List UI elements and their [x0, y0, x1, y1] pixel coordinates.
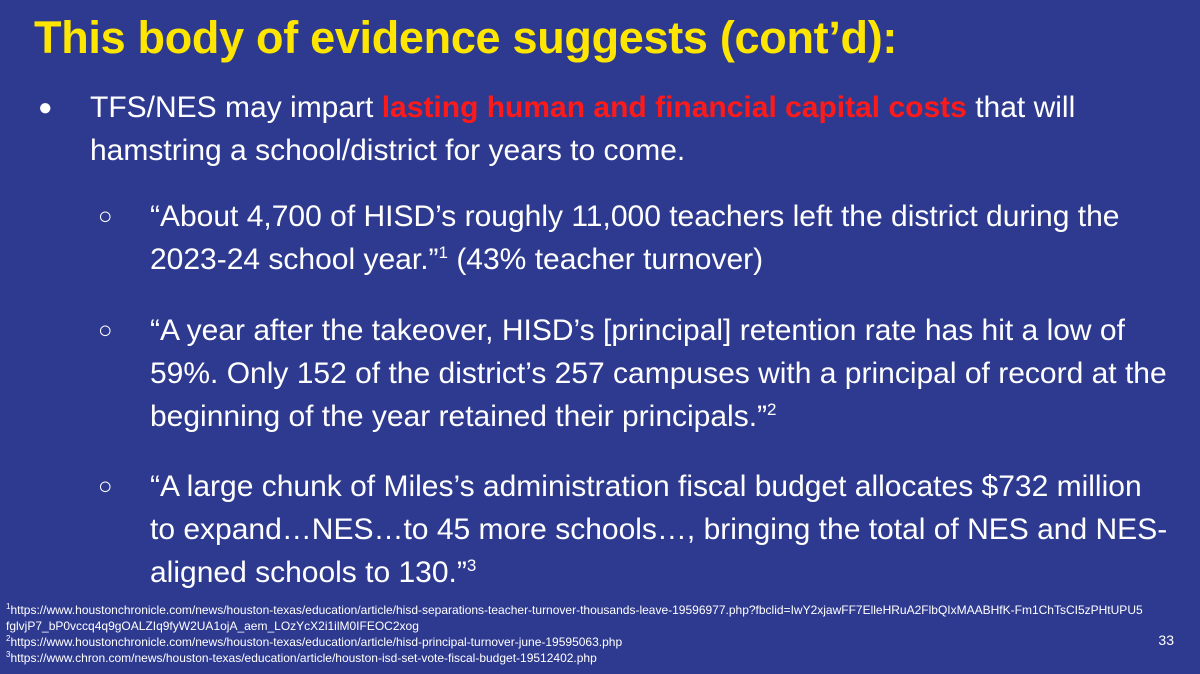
main-bullet-text-before: TFS/NES may impart: [90, 91, 382, 124]
sub-bullet-text: [150, 465, 1170, 594]
footnote-link[interactable]: https://www.houstonchronicle.com/news/houston-texas/education/article/hisd-separations-teacher-turnover-thousands-leave-19596977.php?fbclid=IwY2xjawFF7ElleHRuA2FlbQIxMAABHfK-Fm1ChTsCI5zPHtUPU5: [10, 603, 1143, 617]
hollow-bullet-icon: ○: [98, 473, 113, 500]
page-number: 33: [1158, 632, 1174, 648]
footnote-2: [6, 634, 1156, 650]
filled-bullet-icon: ●: [38, 94, 53, 121]
quote-text: “A large chunk of Miles’s administration fiscal budget allocates $732 million to expand…NES…to 45 more schools…, bringing the total of NES and NES-aligned schools to 130.”: [150, 470, 1168, 589]
quote-text: “A year after the takeover, HISD’s [principal] retention rate has hit a low of 59%. Only 152 of the district’s 257 campuses with a principal of record at the beginning of the year retained their principals.”: [150, 314, 1167, 433]
footnote-number: 3: [6, 650, 11, 659]
footnote-ref: 3: [466, 556, 477, 575]
highlighted-phrase: lasting human and financial capital costs: [381, 91, 967, 124]
footnote-link[interactable]: https://www.chron.com/news/houston-texas/education/article/houston-isd-set-vote-fiscal-budget-19512402.php: [10, 651, 597, 665]
main-bullet-text: [90, 86, 1170, 172]
quote-text: “About 4,700 of HISD’s roughly 11,000 teachers left the district during the 2023-24 school year.”: [150, 200, 1120, 276]
footnote-number: 1: [6, 602, 11, 611]
hollow-bullet-icon: ○: [98, 317, 113, 344]
main-bullet-text-after: that will hamstring a school/district for years to come.: [90, 91, 1076, 167]
quote-annotation: (43% teacher turnover): [447, 243, 764, 276]
footnote-link[interactable]: https://www.houstonchronicle.com/news/houston-texas/education/article/hisd-principal-turnover-june-19595063.php: [10, 635, 623, 649]
footnotes: [6, 602, 1156, 666]
footnote-link-continued[interactable]: fglvjP7_bP0vccq4q9gOALZIq9fyW2UA1ojA_aem_LOzYcX2i1ilM0IFEOC2xog: [6, 619, 419, 633]
footnote-ref: 1: [438, 243, 448, 262]
footnote-1: [6, 602, 1156, 618]
hollow-bullet-icon: ○: [98, 203, 113, 230]
sub-bullet-text: [150, 309, 1170, 438]
footnote-ref: 2: [767, 400, 777, 419]
slide-title: This body of evidence suggests (cont’d):: [34, 12, 898, 63]
footnote-number: 2: [6, 634, 11, 643]
footnote-3: [6, 650, 1156, 666]
sub-bullet-text: [150, 195, 1170, 281]
footnote-1-continued: [6, 618, 1156, 634]
